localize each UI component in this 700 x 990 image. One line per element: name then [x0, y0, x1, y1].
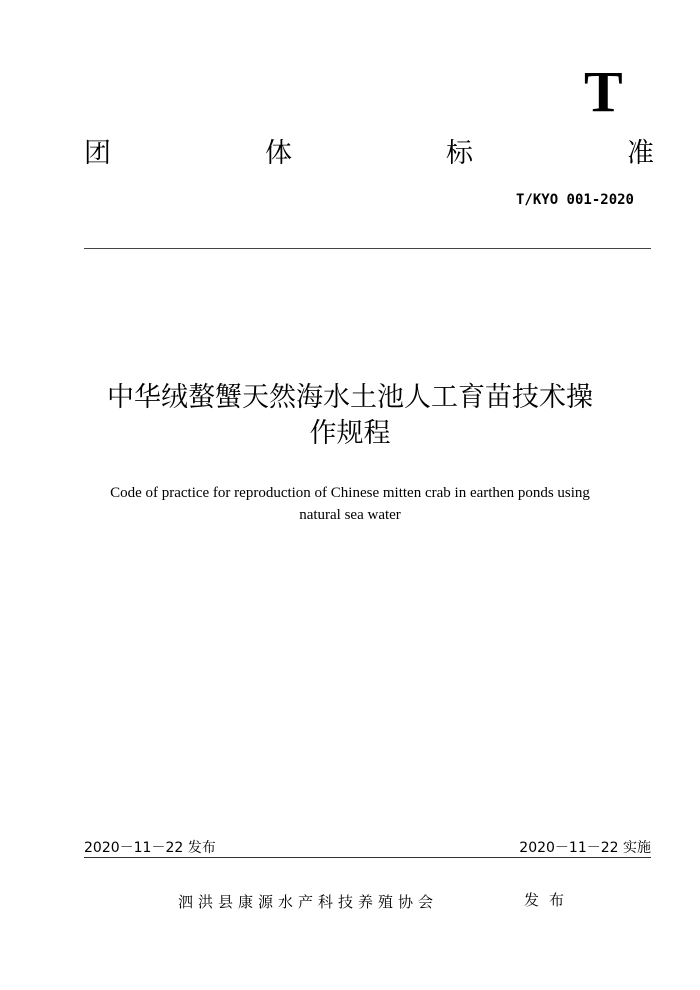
- standard-code: T/KYO 001-2020: [515, 192, 634, 208]
- standard-type-char: 团: [84, 138, 111, 169]
- title-english-line-2: natural sea water: [299, 507, 401, 523]
- document-title-english: [60, 482, 640, 526]
- standard-type-heading: [84, 136, 654, 172]
- title-chinese-line-2: 作规程: [309, 418, 391, 449]
- issuing-organization: 泗洪县康源水产科技养殖协会: [178, 893, 439, 911]
- publish-date: 2020－11－22 发布: [84, 840, 216, 856]
- release-label: 发布: [524, 891, 575, 909]
- title-chinese-line-1: 中华绒螯蟹天然海水土池人工育苗技术操: [107, 382, 593, 413]
- standard-type-char: 准: [627, 138, 654, 169]
- footer-divider: [84, 857, 651, 858]
- standard-category-letter: T: [584, 59, 623, 124]
- title-english-line-1: Code of practice for reproduction of Chinese mitten crab in earthen ponds using: [110, 485, 590, 501]
- standard-type-char: 标: [446, 138, 473, 169]
- document-title-chinese: [60, 380, 640, 452]
- standard-type-char: 体: [265, 138, 292, 169]
- header-divider: [84, 248, 651, 249]
- implement-date: 2020－11－22 实施: [519, 840, 651, 856]
